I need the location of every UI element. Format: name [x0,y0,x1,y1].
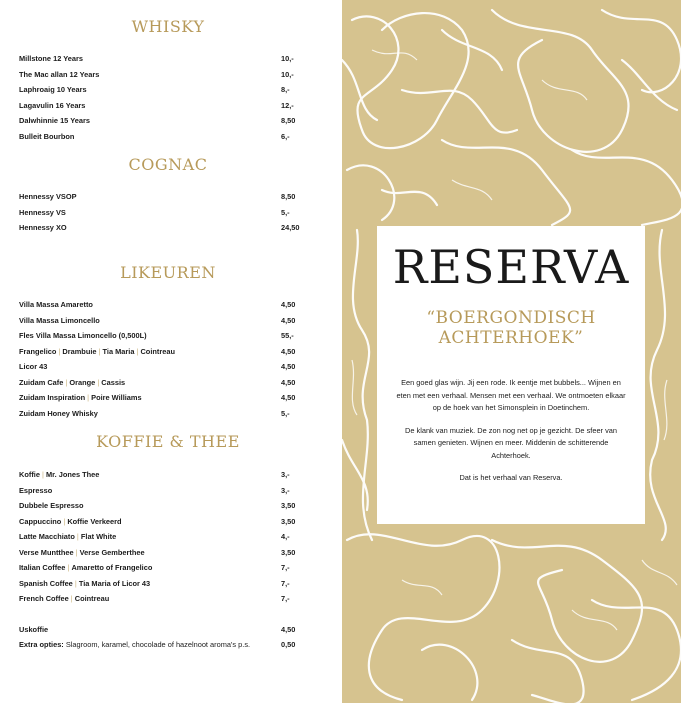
menu-item-part: Cappuccino [19,516,62,526]
menu-item-name [19,548,145,557]
menu-item-part: Villa Massa Amaretto [19,300,93,309]
menu-item-part: Verse Gemberthee [79,547,145,557]
separator: | [63,377,70,387]
menu-item-part: Tia Maria [102,346,135,356]
menu-item-price: 5,- [281,408,290,418]
separator: | [72,578,79,588]
section-title: COGNAC [128,155,208,174]
menu-item-name [19,223,67,232]
menu-item [19,331,302,343]
menu-item-price: 4,50 [281,346,296,356]
menu-item-part: Italian Coffee [19,563,66,572]
separator: | [134,346,141,356]
menu-item [19,132,302,144]
story-paragraph: De klank van muziek. De zon nog net op je gezicht. De sfeer van samen genieten. Wijnen en meer. Middenin de schitterende Achterhoek. [405,425,617,460]
menu-item-name [19,331,147,340]
menu-item-part: Hennessy XO [19,223,67,232]
menu-item-price: 3,- [281,470,290,479]
menu-item-name [19,563,152,572]
menu-item-part: Espresso [19,485,53,495]
menu-item-part: Hennessy VS [19,207,66,217]
separator: | [61,516,68,526]
menu-item-part: Poire Williams [91,393,142,402]
menu-item-name [19,208,66,217]
menu-item-part: Bulleit Bourbon [19,131,75,141]
menu-item-name [19,393,142,402]
separator: | [68,594,75,603]
menu-item-name [19,470,99,479]
extra-options-description: Slagroom, karamel, chocolade of hazelnoot aroma's p.s. [65,640,251,649]
menu-item-name [19,85,87,94]
brand-tagline [377,308,645,348]
menu-item-price: 8,- [281,85,290,94]
menu-item-part: Mr. Jones Thee [45,470,100,479]
menu-item-price: 55,- [281,331,294,340]
menu-item-name [19,101,85,110]
menu-item [19,54,302,66]
separator: | [96,346,103,356]
menu-item-name [19,316,100,325]
menu-item [19,393,302,405]
extra-options [19,640,302,652]
menu-item-price: 4,50 [281,300,296,309]
menu-item-part: Koffie [19,470,40,479]
menu-item [19,501,302,513]
menu-item-part: Zuidam Cafe [19,377,64,387]
menu-item-name [19,486,52,495]
menu-item-price: 24,50 [281,223,300,232]
menu-item-part: Uskoffie [19,624,49,634]
menu-item [19,378,302,390]
menu-item-name [19,517,122,526]
menu-item-name [19,594,109,603]
separator: | [73,547,80,557]
menu-item-name [19,362,47,371]
story-paragraph: Dat is het verhaal van Reserva. [459,473,563,482]
menu-item-part: Lagavulin 16 Years [19,100,86,110]
menu-item-part: Amaretto of Frangelico [71,563,153,572]
menu-item-part: Flat White [80,532,117,541]
menu-item-price: 3,50 [281,501,296,510]
menu-item-part: The Mac allan 12 Years [19,69,100,79]
separator: | [56,346,63,356]
menu-item [19,70,302,82]
menu-item-part: Dalwhinnie 15 Years [19,116,90,125]
menu-item-part: Zuidam Inspiration [19,393,86,402]
section-title: KOFFIE & THEE [96,432,240,451]
extra-options-label: Extra opties: [19,640,64,649]
menu-item-part: Hennessy VSOP [19,192,77,201]
menu-item [19,347,302,359]
menu-item-part: Koffie Verkeerd [67,516,122,526]
menu-item [19,532,302,544]
brand-card [377,226,645,524]
menu-item-part: Tia Maria of Licor 43 [78,578,151,588]
menu-item-price: 3,50 [281,516,296,526]
menu-item [19,579,302,591]
menu-item-price: 7,- [281,563,290,572]
menu-item-part: Fles Villa Massa Limoncello (0,500L) [19,331,147,340]
menu-item [19,362,302,374]
menu-item-name [19,347,175,356]
section-title: WHISKY [131,17,205,36]
menu-item-name [19,70,99,79]
menu-item [19,563,302,575]
menu-item-part: Villa Massa Limoncello [19,315,100,325]
menu-item-part: Dubbele Espresso [19,501,84,510]
menu-item-part: French Coffee [19,594,69,603]
menu-item-name [19,132,74,141]
menu-item-price: 3,50 [281,547,296,557]
menu-item [19,517,302,529]
menu-item-name [19,378,125,387]
separator: | [95,377,102,387]
menu-item [19,409,302,421]
menu-item-part: Orange [69,377,96,387]
decorative-panel [342,0,681,703]
menu-item [19,300,302,312]
menu-item-price: 8,50 [281,116,296,125]
menu-item-name [19,409,98,418]
brand-name: RESERVA [392,240,630,294]
menu-item-part: Licor 43 [19,362,48,371]
tagline-line-1: “BOERGONDISCH [426,308,596,328]
separator: | [65,563,72,572]
separator: | [74,532,81,541]
menu-item-name [19,300,93,309]
menu-item-part: Zuidam Honey Whisky [19,408,98,418]
menu-item [19,470,302,482]
menu-item [19,594,302,606]
menu-item [19,116,302,128]
menu-item-name [19,532,116,541]
menu-item-price: 4,50 [281,624,296,634]
menu-item-price: 4,50 [281,377,296,387]
menu-item-part: Latte Macchiato [19,532,75,541]
brand-story [395,377,627,495]
menu-item [19,208,302,220]
menu-item-price: 4,50 [281,393,296,402]
menu-item-part: Spanish Coffee [19,578,73,588]
menu-item-name [19,192,77,201]
extra-options-price: 0,50 [281,640,296,649]
menu-item [19,548,302,560]
menu-item-price: 3,- [281,485,290,495]
section-title: LIKEUREN [120,263,216,282]
menu-item-part: Cointreau [74,594,110,603]
tagline-line-2: ACHTERHOEK” [438,328,584,348]
menu-item-price: 12,- [281,100,294,110]
menu-item-name [19,116,90,125]
menu-item [19,625,302,637]
menu-item [19,101,302,113]
menu-item [19,85,302,97]
menu-item-part: Frangelico [19,346,57,356]
menu-item-price: 7,- [281,578,290,588]
menu-item-part: Millstone 12 Years [19,54,83,63]
menu-item-name [19,54,83,63]
menu-item [19,192,302,204]
extra-options-text [19,640,250,649]
menu-item-price: 5,- [281,207,290,217]
menu-item-part: Drambuie [62,346,97,356]
menu-item-part: Cointreau [140,346,175,356]
menu-item-name [19,501,83,510]
menu-item-part: Laphroaig 10 Years [19,85,87,94]
menu-item [19,223,302,235]
menu-item-price: 7,- [281,594,290,603]
menu-item-price: 4,- [281,532,290,541]
menu-item-price: 10,- [281,69,294,79]
menu-item [19,316,302,328]
menu-item-name [19,625,48,634]
story-paragraph: Een goed glas wijn. Jij een rode. Ik eentje met bubbels... Wijnen en eten met een verhaal. Mensen met een verhaal. We ontmoeten elkaar op de hoek van het Simonsplein in Doetinchem. [396,378,626,412]
menu-item-price: 8,50 [281,192,296,201]
menu-item-price: 10,- [281,54,294,63]
menu-item [19,486,302,498]
menu-item-part: Cassis [101,377,126,387]
menu-item-price: 4,50 [281,362,296,371]
separator: | [85,393,92,402]
menu-item-price: 6,- [281,131,290,141]
menu-item-name [19,579,150,588]
menu-item-part: Verse Muntthee [19,547,74,557]
menu-item-price: 4,50 [281,315,296,325]
separator: | [39,470,46,479]
